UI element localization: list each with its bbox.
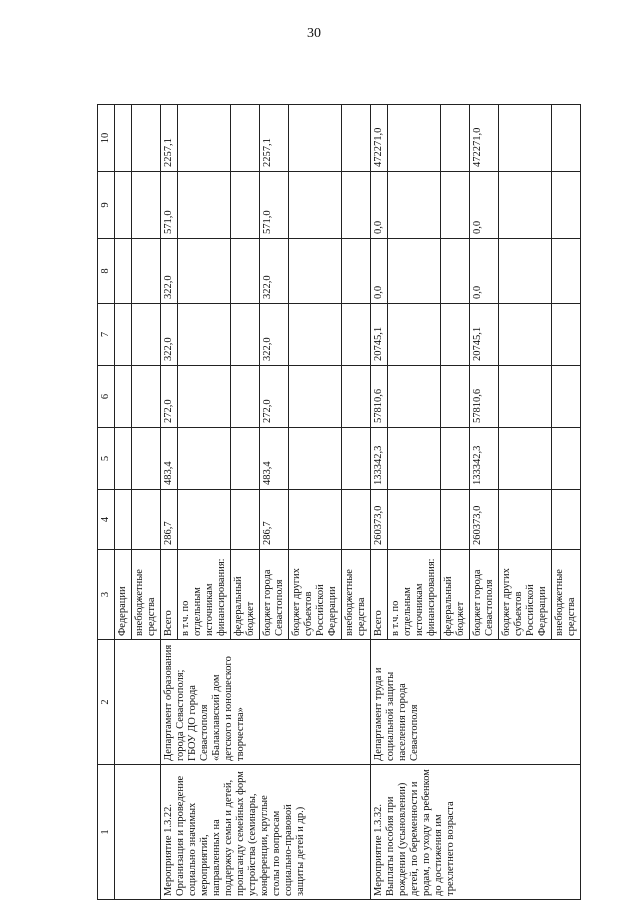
value-cell [289,239,342,304]
value-cell [552,304,581,366]
value-cell: 322,0 [260,239,289,304]
value-cell [499,490,552,550]
value-cell [499,105,552,172]
value-cell: 472271,0 [470,105,499,172]
value-cell [552,172,581,239]
value-cell: 571,0 [161,172,178,239]
source-cell: внебюджетные средства [342,550,371,640]
header-cell: 9 [98,172,115,239]
value-cell: 472271,0 [371,105,388,172]
value-cell: 272,0 [260,366,289,428]
value-cell [178,366,231,428]
value-cell [441,428,470,490]
value-cell [499,172,552,239]
value-cell [499,366,552,428]
value-cell [178,304,231,366]
value-cell [388,490,441,550]
value-cell [388,172,441,239]
measure-1-body [161,105,371,900]
value-cell [289,366,342,428]
value-cell [231,490,260,550]
header-cell: 6 [98,366,115,428]
value-cell: 0,0 [371,172,388,239]
value-cell [388,105,441,172]
empty-cell [115,640,161,765]
value-cell [289,304,342,366]
value-cell: 57810,6 [470,366,499,428]
value-cell [289,105,342,172]
rotated-table-container [97,105,577,900]
source-cell: бюджет других субъектов Российской Федерации [499,550,552,640]
value-cell [499,428,552,490]
measure-name-cell: Мероприятие 1.3.22. Организация и проведение социально значимых мероприятий, направленных на поддержку семьи и детей, пропаганду семейных форм устройства (семинары, конференции, круглые столы по вопросам социально-правовой защиты детей и др.) [161,765,371,900]
value-cell [231,366,260,428]
value-cell [552,105,581,172]
funding-table [97,104,581,900]
header-cell: 2 [98,640,115,765]
value-cell [289,172,342,239]
value-cell: 483,4 [161,428,178,490]
value-cell: 0,0 [371,239,388,304]
value-cell: 286,7 [260,490,289,550]
value-cell [441,304,470,366]
value-cell [231,172,260,239]
value-cell [441,490,470,550]
value-cell: 20745,1 [371,304,388,366]
header-cell: 5 [98,428,115,490]
value-cell [441,105,470,172]
value-cell: 260373,0 [371,490,388,550]
value-cell [231,304,260,366]
value-cell [178,239,231,304]
source-cell: бюджет других субъектов Российской Федерации [289,550,342,640]
value-cell [388,304,441,366]
value-cell: 20745,1 [470,304,499,366]
measure-name-cell: Мероприятие 1.3.32. Выплаты пособия при рождении (усыновлении) детей, по беременности и родам, по уходу за ребенком до достижения им трехлетнего возраста [371,765,581,900]
source-cell: бюджет города Севастополя [470,550,499,640]
value-cell [342,105,371,172]
header-cell: 3 [98,550,115,640]
source-cell: внебюджетные средства [552,550,581,640]
value-cell [552,366,581,428]
value-cell: 133342,3 [470,428,499,490]
source-cell: в т.ч. по отдельным источникам финансирования: [178,550,231,640]
value-cell [552,428,581,490]
value-cell [388,428,441,490]
value-cell: 57810,6 [371,366,388,428]
value-cell: 322,0 [161,304,178,366]
value-cell [178,428,231,490]
source-cell: Федерации [115,550,132,640]
value-cell: 322,0 [161,239,178,304]
source-cell: внебюджетные средства [132,550,161,640]
value-cell [441,366,470,428]
value-cell: 571,0 [260,172,289,239]
source-cell: в т.ч. по отдельным источникам финансирования: [388,550,441,640]
value-cell: 133342,3 [371,428,388,490]
value-cell [289,428,342,490]
value-cell [178,172,231,239]
value-cell [231,239,260,304]
source-cell: бюджет города Севастополя [260,550,289,640]
value-cell [178,490,231,550]
value-cell [499,304,552,366]
measure-2-body [371,105,581,900]
value-cell [388,366,441,428]
value-cell [342,366,371,428]
table-row [115,105,132,900]
value-cell: 260373,0 [470,490,499,550]
table-row [161,105,178,900]
table-row [371,105,388,900]
value-cell [342,172,371,239]
value-cell: 272,0 [161,366,178,428]
source-cell: Всего [371,550,388,640]
value-cell [388,239,441,304]
page-number: 30 [307,26,321,41]
value-cell [342,304,371,366]
source-cell: Всего [161,550,178,640]
value-cell [178,105,231,172]
header-cell: 1 [98,765,115,900]
value-cell: 0,0 [470,239,499,304]
value-cell [552,490,581,550]
value-cell: 483,4 [260,428,289,490]
value-cell: 0,0 [470,172,499,239]
value-cell [552,239,581,304]
value-cell: 2257,1 [161,105,178,172]
value-cell [231,105,260,172]
value-cell: 2257,1 [260,105,289,172]
value-cell: 286,7 [161,490,178,550]
value-cell [441,239,470,304]
value-cell [342,428,371,490]
header-cell: 7 [98,304,115,366]
value-cell [441,172,470,239]
header-cell: 8 [98,239,115,304]
empty-cell [115,765,161,900]
source-cell: федеральный бюджет [441,550,470,640]
header-row [98,105,115,900]
value-cell: 322,0 [260,304,289,366]
value-cell [342,490,371,550]
executor-cell: Департамент образования города Севастополя; ГБОУ ДО города Севастополя «Балаклавский дом детского и юношеского творчества» [161,640,371,765]
source-cell: федеральный бюджет [231,550,260,640]
value-cell [342,239,371,304]
value-cell [499,239,552,304]
header-cell: 10 [98,105,115,172]
executor-cell: Департамент труда и социальной защиты населения города Севастополя [371,640,581,765]
value-cell [231,428,260,490]
header-cell: 4 [98,490,115,550]
value-cell [289,490,342,550]
